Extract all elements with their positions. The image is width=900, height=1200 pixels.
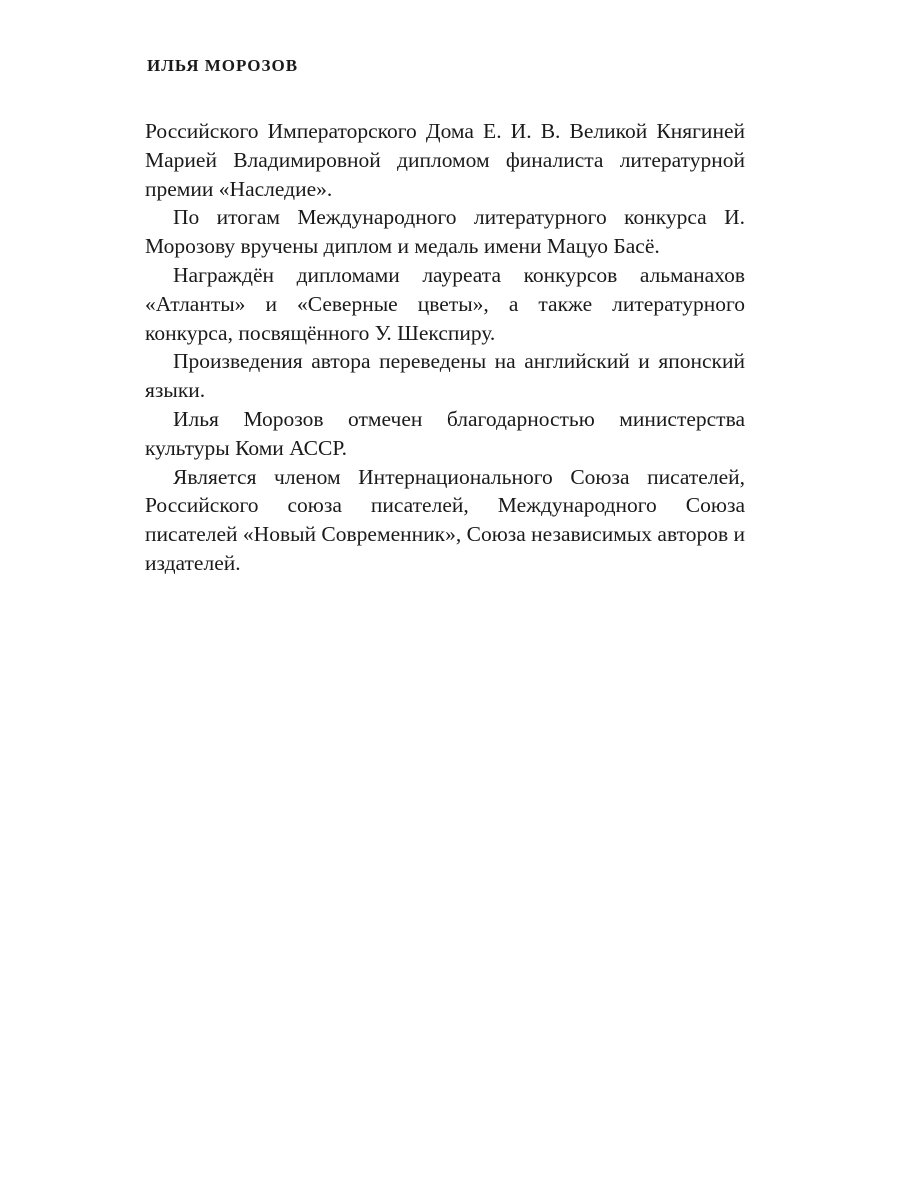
paragraph-translations: Произведения автора переведены на английский и японский языки. [145,349,745,403]
paragraph-continuation: Российского Императорского Дома Е. И. В. Великой Княгиней Марией Владимировной дипломом финалиста литературной премии «Наследие». [145,119,745,201]
paragraph-memberships: Является членом Интернационального Союза писателей, Российского союза писателей, Международного Союза писателей «Новый Современник», Союза независимых авторов и издателей. [145,464,745,575]
paragraph-contest-award: По итогам Международного литературного конкурса И. Морозову вручены диплом и медаль имени Мацуо Басё. [145,205,745,259]
paragraph-almanac-diplomas: Награждён дипломами лауреата конкурсов альманахов «Атланты» и «Северные цветы», а также литературного конкурса, посвящённого У. Шекспиру. [145,262,745,345]
body-text [145,117,745,578]
running-head: ИЛЬЯ МОРОЗОВ [147,56,299,75]
paragraph-ministry-gratitude: Илья Морозов отмечен благодарностью министерства культуры Коми АССР. [145,406,745,460]
